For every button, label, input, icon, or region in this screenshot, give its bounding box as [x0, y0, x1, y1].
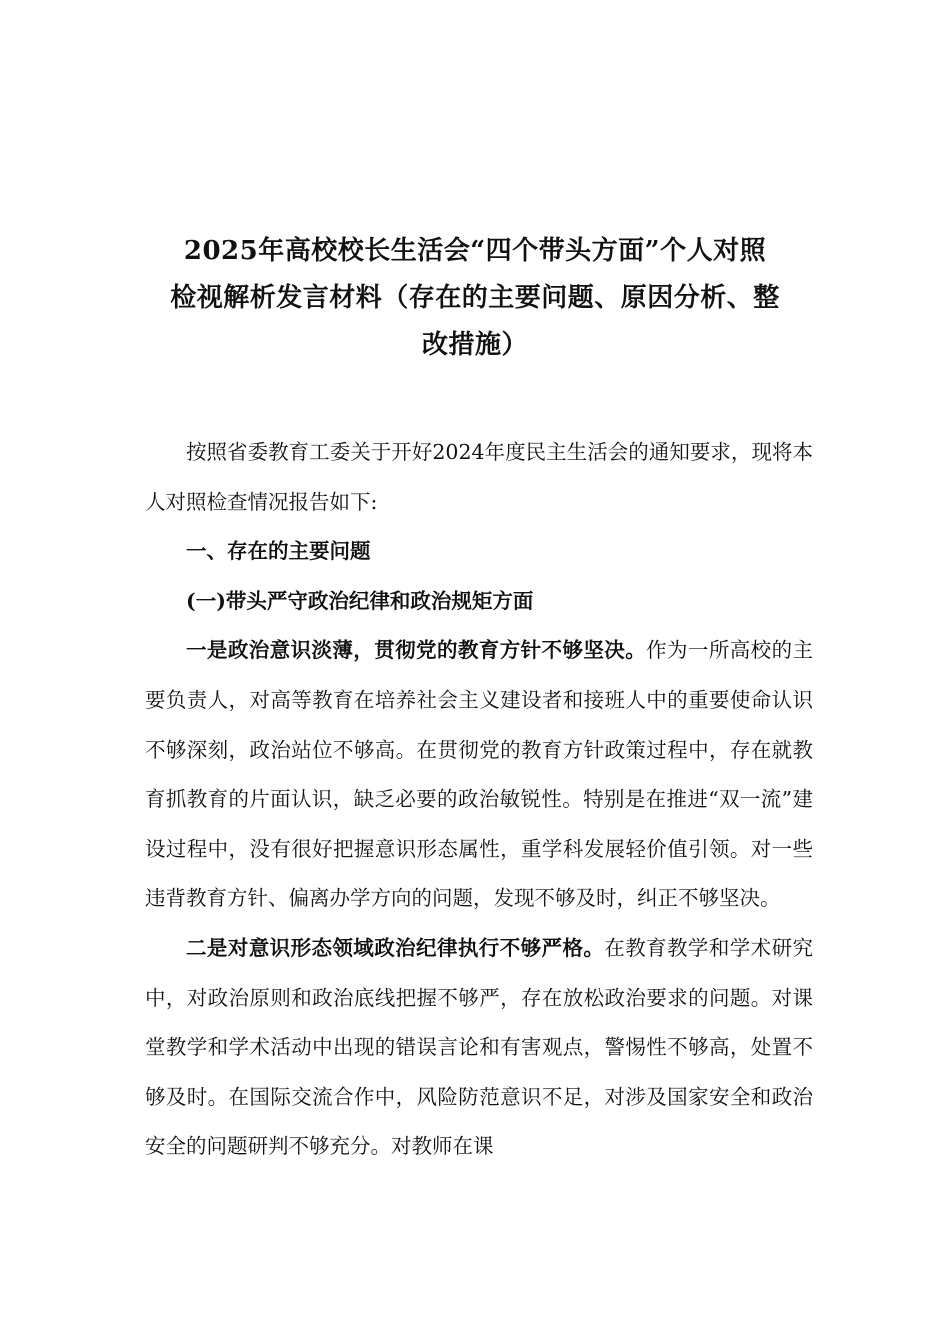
title-line-1: 2025年高校校长生活会“四个带头方面”个人对照 — [183, 236, 767, 266]
point-1-lead: 一是政治意识淡薄，贯彻党的教育方针不够坚决。 — [186, 638, 647, 663]
point-1-paragraph — [145, 626, 813, 924]
section-heading: 一、存在的主要问题 — [186, 539, 371, 564]
point-1-text: 作为一所高校的主要负责人，对高等教育在培养社会主义建设者和接班人中的重要使命认识不够深刻，政治站位不够高。在贯彻党的教育方针政策过程中，存在就教育抓教育的片面认识，缺乏必要的政治敏锐性。特别是在推进“双一流”建设过程中，没有很好把握意识形态属性，重学科发展轻价值引领。对一些违背教育方针、偏离办学方向的问题，发现不够及时，纠正不够坚决。 — [145, 638, 814, 911]
intro-paragraph: 按照省委教育工委关于开好2024年度民主生活会的通知要求，现将本人对照检查情况报告如下: — [145, 440, 813, 514]
title-line-2: 检视解析发言材料（存在的主要问题、原因分析、整 — [170, 283, 780, 313]
point-2-paragraph — [145, 924, 813, 1172]
document-body — [145, 428, 813, 1172]
subsection-heading: (一)带头严守政治纪律和政治规矩方面 — [186, 588, 534, 613]
title-line-3: 改措施） — [421, 330, 528, 360]
document-title — [120, 228, 830, 369]
point-2-lead: 二是对意识形态领域政治纪律执行不够严格。 — [186, 935, 605, 960]
point-2-text: 在教育教学和学术研究中，对政治原则和政治底线把握不够严，存在放松政治要求的问题。对课堂教学和学术活动中出现的错误言论和有害观点，警惕性不够高，处置不够及时。在国际交流合作中，风险防范意识不足，对涉及国家安全和政治安全的问题研判不够充分。对教师在课 — [145, 935, 814, 1159]
